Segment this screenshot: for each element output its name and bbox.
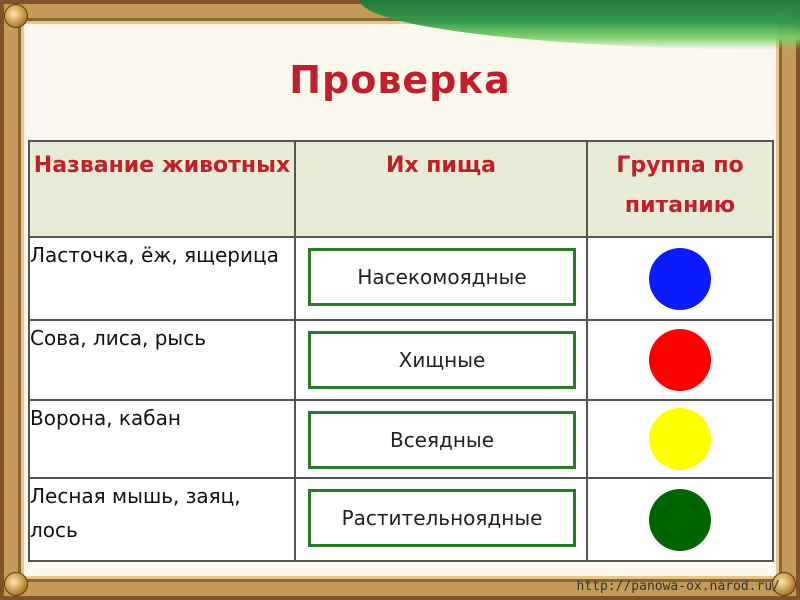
animals-cell: Лесная мышь, заяц, лось xyxy=(29,478,295,561)
animals-cell: Сова, лиса, рысь xyxy=(29,320,295,400)
table-row xyxy=(29,478,773,561)
frame-corner-ornament xyxy=(4,4,28,28)
group-circle-green[interactable] xyxy=(649,489,711,551)
food-label[interactable]: Растительноядные xyxy=(308,489,576,547)
food-label[interactable]: Насекомоядные xyxy=(308,248,576,306)
table-header-row xyxy=(29,141,773,237)
slide-title: Проверка xyxy=(289,58,511,102)
header-animals: Название животных xyxy=(29,141,295,237)
frame-corner-ornament xyxy=(4,572,28,596)
group-circle-red[interactable] xyxy=(649,329,711,391)
animals-cell: Ласточка, ёж, ящерица xyxy=(29,237,295,320)
animals-cell: Ворона, кабан xyxy=(29,400,295,478)
group-circle-yellow[interactable] xyxy=(649,408,711,470)
check-table xyxy=(28,140,774,562)
table-row xyxy=(29,320,773,400)
group-circle-blue[interactable] xyxy=(649,248,711,310)
source-url: http://panowa-ox.narod.ru/ xyxy=(576,579,780,594)
table-row xyxy=(29,237,773,320)
table-row xyxy=(29,400,773,478)
header-group: Группа по питанию xyxy=(587,141,773,237)
food-label[interactable]: Всеядные xyxy=(308,411,576,469)
food-label[interactable]: Хищные xyxy=(308,331,576,389)
header-food: Их пища xyxy=(295,141,587,237)
